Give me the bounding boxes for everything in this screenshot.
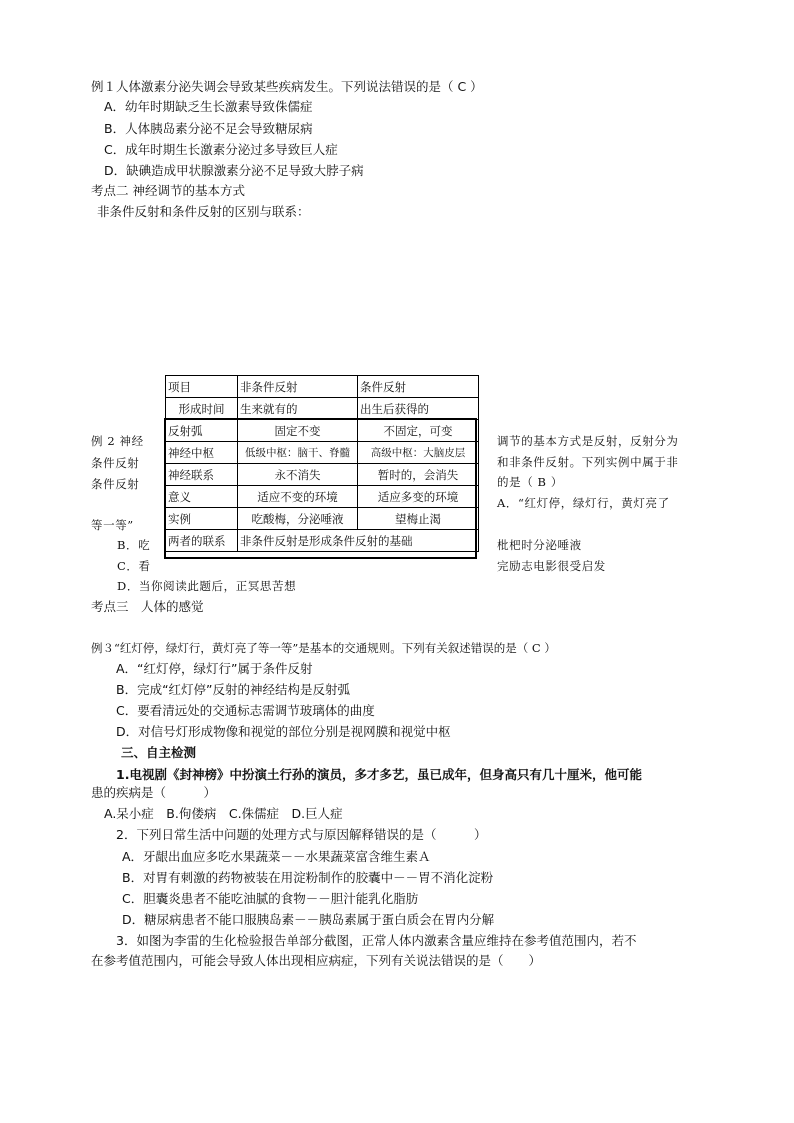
- example3-question: 例３“红灯停，绿灯行，黄灯亮了等一等”是基本的交通规则。下列有关叙述错误的是（ C ）: [91, 641, 556, 655]
- table-header-row: [166, 376, 479, 398]
- example1-question: 例１人体激素分泌失调会导致某些疾病发生。下列说法错误的是（ C ）: [91, 79, 483, 94]
- reflex-comparison-table: [165, 375, 479, 552]
- table-row: [166, 508, 479, 530]
- q2-option-b: B．对胃有刺激的药物被装在用淀粉制作的胶囊中－－胃不消化淀粉: [122, 870, 494, 885]
- table-cell: 意义: [166, 486, 238, 508]
- table-cell: 形成时间: [166, 398, 238, 420]
- table-row: [166, 530, 479, 552]
- example1-option-d: D．缺碘造成甲状腺激素分泌不足导致大脖子病: [104, 163, 364, 178]
- example2-option-b-right: 枇杷时分泌唾液: [497, 538, 582, 552]
- table-cell: 实例: [166, 508, 238, 530]
- q2-question: 2．下列日常生活中问题的处理方式与原因解释错误的是（ ）: [116, 827, 487, 842]
- table-row: [166, 442, 479, 464]
- table-cell: 神经联系: [166, 464, 238, 486]
- table-row: [166, 464, 479, 486]
- self-check-title: 三、自主检测: [121, 745, 197, 760]
- example2-option-b-left: B．吃: [117, 538, 151, 552]
- table-cell: 望梅止渴: [358, 508, 479, 530]
- q2-option-d: D．糖尿病患者不能口服胰岛素－－胰岛素属于蛋白质会在胃内分解: [122, 912, 495, 927]
- example2-right-line: 和非条件反射。下列实例中属于非: [497, 455, 679, 469]
- table-cell: 神经中枢: [166, 442, 238, 464]
- example2-option-a: A．“红灯停，绿灯行，黄灯亮了: [497, 496, 670, 510]
- example2-option-d: D．当你阅读此题后，正冥思苦想: [117, 579, 297, 593]
- example2-option-c-right: 完励志电影很受启发: [497, 559, 606, 573]
- table-cell: 出生后获得的: [358, 398, 479, 420]
- q3-line2: 在参考值范围内，可能会导致人体出现相应病症，下列有关说法错误的是（ ）: [91, 953, 542, 968]
- example2-option-a-cont: 等一等”: [91, 518, 134, 532]
- example3-option-b: B．完成“红灯停”反射的神经结构是反射弧: [116, 682, 351, 697]
- table-row: [166, 486, 479, 508]
- table-cell: 吃酸梅，分泌唾液: [238, 508, 358, 530]
- q2-option-a: A．牙龈出血应多吃水果蔬菜－－水果蔬菜富含维生素Ａ: [122, 849, 431, 864]
- q1-options: A.呆小症 B.佝偻病 C.侏儒症 D.巨人症: [104, 806, 343, 821]
- example3-option-d: D．对信号灯形成物像和视觉的部位分别是视网膜和视觉中枢: [116, 724, 451, 739]
- example2-left-line: 条件反射: [91, 477, 140, 491]
- q2-option-c: C．胆囊炎患者不能吃油腻的食物－－胆汁能乳化脂肪: [122, 891, 419, 906]
- section2-title: 考点二 神经调节的基本方式: [91, 183, 245, 198]
- table-cell: 生来就有的: [238, 398, 358, 420]
- example3-option-c: C．要看清远处的交通标志需调节玻璃体的曲度: [116, 703, 375, 718]
- table-cell: 低级中枢：脑干、脊髓: [238, 442, 358, 464]
- section3-title: 考点三 人体的感觉: [91, 599, 204, 614]
- table-cell: 适应多变的环境: [358, 486, 479, 508]
- table-cell: 非条件反射是形成条件反射的基础: [238, 530, 479, 552]
- section2-subtitle: 非条件反射和条件反射的区别与联系：: [97, 204, 310, 219]
- example2-right-line: 调节的基本方式是反射，反射分为: [497, 434, 679, 448]
- table-header-cell: 条件反射: [358, 376, 479, 398]
- table-cell: 高级中枢：大脑皮层: [358, 442, 479, 464]
- example1-option-b: B．人体胰岛素分泌不足会导致糖尿病: [104, 121, 313, 136]
- example2-left-line: 例 2 神经: [91, 434, 144, 448]
- example2-right-line: 的是（ B ）: [497, 475, 563, 489]
- table-row: [166, 398, 479, 420]
- table-cell: 固定不变: [238, 420, 358, 442]
- table-cell: 暂时的，会消失: [358, 464, 479, 486]
- q1-line2: 患的疾病是（ ）: [91, 785, 217, 800]
- table-row: [166, 420, 479, 442]
- q1-text: 1.电视剧《封神榜》中扮演土行孙的演员，多才多艺，虽已成年，但身高只有几十厘米，他可能: [116, 767, 642, 782]
- table-cell: 适应不变的环境: [238, 486, 358, 508]
- example3-option-a: A．“红灯停，绿灯行”属于条件反射: [116, 661, 313, 676]
- table-cell: 反射弧: [166, 420, 238, 442]
- table-header-cell: 项目: [166, 376, 238, 398]
- table-header-cell: 非条件反射: [238, 376, 358, 398]
- q1-line1: [116, 767, 642, 783]
- example2-left-line: 条件反射: [91, 456, 140, 470]
- q3-line1: 3．如图为李雷的生化检验报告单部分截图，正常人体内激素含量应维持在参考值范围内，若不: [116, 933, 637, 948]
- example1-option-a: A．幼年时期缺乏生长激素导致侏儒症: [104, 99, 313, 114]
- table-cell: 两者的联系: [166, 530, 238, 552]
- example2-option-c-left: C．看: [117, 559, 151, 573]
- example1-option-c: C．成年时期生长激素分泌过多导致巨人症: [104, 142, 338, 157]
- table-cell: 不固定，可变: [358, 420, 479, 442]
- table-cell: 永不消失: [238, 464, 358, 486]
